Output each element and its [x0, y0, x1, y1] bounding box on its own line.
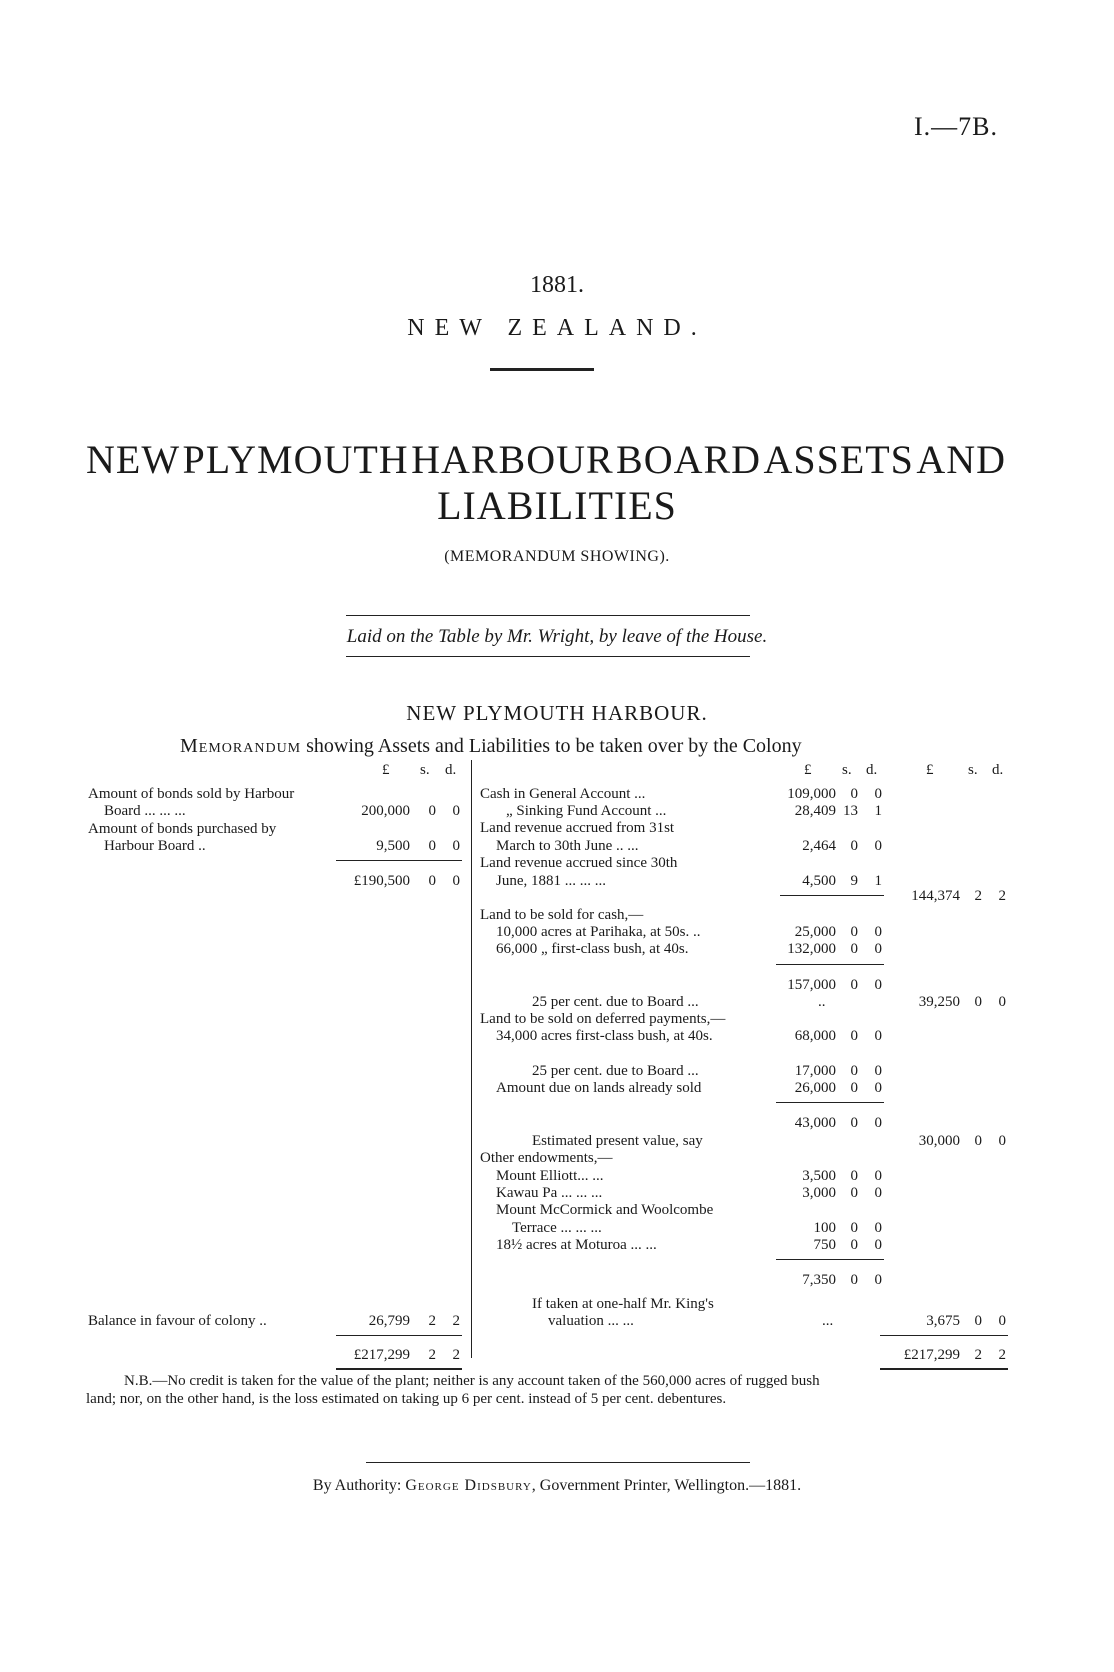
asset-label: 25 per cent. due to Board ... [532, 994, 699, 1010]
asset-heading: Other endowments,— [480, 1150, 613, 1166]
total-pence: 2 [452, 1347, 460, 1363]
leader-dots: .. [818, 994, 826, 1010]
asset-label: 18½ acres at Moturoa ... ... [496, 1237, 657, 1253]
amount-shillings: 0 [850, 1168, 858, 1184]
section-title: NEW PLYMOUTH HARBOUR. [406, 701, 708, 725]
asset-label: 66,000 „ first-class bush, at 40s. [496, 941, 689, 957]
amount-shillings: 0 [850, 924, 858, 940]
imprint-prefix: By Authority: [312, 1477, 406, 1494]
title-word: ASSETS [763, 437, 914, 482]
liability-label: Amount of bonds purchased by [88, 821, 277, 837]
amount-pounds: 26,000 [794, 1080, 836, 1096]
amount-shillings: 0 [850, 1028, 858, 1044]
amount-pence: 0 [874, 941, 882, 957]
year: 1881. [530, 272, 584, 298]
subtotal-shillings: 0 [850, 1115, 858, 1131]
asset-label: 25 per cent. due to Board ... [532, 1063, 699, 1079]
total-shillings: 2 [428, 1347, 436, 1363]
page-title [86, 436, 1006, 483]
asset-label: Mount Elliott... ... [496, 1168, 604, 1184]
asset-label: If taken at one-half Mr. King's [532, 1296, 714, 1312]
sum-rule [880, 1335, 1008, 1336]
amount-shillings: 0 [850, 1237, 858, 1253]
liability-label: Harbour Board .. [104, 838, 206, 854]
memorandum-word: Memorandum [180, 735, 302, 757]
balance-pounds: 26,799 [368, 1313, 410, 1329]
subtotal-pounds: 157,000 [787, 977, 836, 993]
imprint-suffix: , Government Printer, Wellington.—1881. [531, 1477, 802, 1494]
column-total-shillings: 0 [974, 994, 982, 1010]
double-rule [336, 1368, 462, 1370]
subtotal-pounds: 43,000 [794, 1115, 836, 1131]
amount-pounds: 109,000 [787, 786, 836, 802]
column-total-shillings: 2 [974, 888, 982, 904]
asset-label: Cash in General Account ... [480, 786, 646, 802]
sum-rule [776, 1102, 884, 1103]
liability-label: Amount of bonds sold by Harbour [88, 786, 295, 802]
asset-label: Kawau Pa ... ... ... [496, 1185, 603, 1201]
amount-pence: 0 [874, 924, 882, 940]
title-word: NEW [86, 437, 181, 482]
header-shillings: s. [420, 762, 430, 778]
amount-pounds: 200,000 [361, 803, 410, 819]
subtotal-shillings: 0 [850, 977, 858, 993]
amount-pence: 0 [874, 1028, 882, 1044]
amount-pence: 0 [874, 1220, 882, 1236]
balance-shillings: 2 [428, 1313, 436, 1329]
sum-rule [776, 964, 884, 965]
title-word: BOARD [616, 437, 762, 482]
header-pound: £ [926, 762, 934, 778]
column-total-pounds: 144,374 [911, 888, 960, 904]
column-total-pounds: 39,250 [918, 994, 960, 1010]
total-pounds: £217,299 [353, 1347, 410, 1363]
column-total-shillings: 0 [974, 1133, 982, 1149]
footnote-line: land; nor, on the other hand, is the loss estimated on taking up 6 per cent. instead of 5 per cent. debentures. [86, 1391, 727, 1407]
memorandum-heading [180, 735, 802, 758]
printer-imprint [0, 1477, 1114, 1495]
subtotal-shillings: 0 [850, 1272, 858, 1288]
asset-label: Mount McCormick and Woolcombe [496, 1202, 714, 1218]
page-reference: I.—7B. [914, 112, 998, 141]
column-total-pence: 0 [998, 1313, 1006, 1329]
total-shillings: 2 [974, 1347, 982, 1363]
amount-pounds: 3,000 [802, 1185, 836, 1201]
amount-pounds: 28,409 [794, 803, 836, 819]
total-pence: 2 [998, 1347, 1006, 1363]
amount-pence: 0 [874, 1237, 882, 1253]
asset-label: March to 30th June .. ... [496, 838, 639, 854]
asset-label: „ Sinking Fund Account ... [506, 803, 667, 819]
asset-label: Land revenue accrued since 30th [480, 855, 678, 871]
asset-label: Amount due on lands already sold [496, 1080, 702, 1096]
amount-shillings: 13 [843, 803, 858, 819]
amount-pounds: 25,000 [794, 924, 836, 940]
subtotal-pounds: £190,500 [353, 873, 410, 889]
sum-rule [336, 860, 462, 861]
amount-pounds: 17,000 [794, 1063, 836, 1079]
column-total-pence: 2 [998, 888, 1006, 904]
amount-shillings: 0 [850, 838, 858, 854]
header-shillings: s. [968, 762, 978, 778]
amount-pence: 0 [874, 1063, 882, 1079]
amount-pence: 1 [874, 873, 882, 889]
column-total-pounds: 30,000 [918, 1133, 960, 1149]
printer-name: George Didsbury [405, 1477, 532, 1494]
amount-pence: 0 [452, 838, 460, 854]
subtotal-pence: 0 [874, 1115, 882, 1131]
header-shillings: s. [842, 762, 852, 778]
amount-pence: 0 [874, 1168, 882, 1184]
column-divider [471, 760, 472, 1358]
amount-pence: 0 [874, 1080, 882, 1096]
sum-rule [780, 895, 884, 896]
amount-pounds: 9,500 [376, 838, 410, 854]
asset-label: Estimated present value, say [532, 1133, 703, 1149]
balance-pence: 2 [452, 1313, 460, 1329]
subtotal-pounds: 7,350 [802, 1272, 836, 1288]
amount-pence: 0 [874, 838, 882, 854]
double-rule [880, 1368, 1008, 1370]
asset-label: 10,000 acres at Parihaka, at 50s. .. [496, 924, 701, 940]
amount-shillings: 0 [850, 941, 858, 957]
divider [346, 656, 750, 657]
divider [346, 615, 750, 616]
laid-on-table-note: Laid on the Table by Mr. Wright, by leave of the House. [346, 626, 768, 647]
sum-rule [336, 1335, 462, 1336]
amount-shillings: 0 [850, 1063, 858, 1079]
amount-shillings: 0 [850, 1185, 858, 1201]
amount-shillings: 0 [850, 1220, 858, 1236]
title-word: AND [916, 437, 1006, 482]
asset-label: Land revenue accrued from 31st [480, 820, 675, 836]
column-total-pounds: 3,675 [926, 1313, 960, 1329]
asset-heading: Land to be sold on deferred payments,— [480, 1011, 726, 1027]
header-pound: £ [382, 762, 390, 778]
sum-rule [776, 1259, 884, 1260]
memorandum-text: showing Assets and Liabilities to be taken over by the Colony [301, 735, 802, 757]
divider [490, 368, 594, 371]
column-total-pence: 0 [998, 994, 1006, 1010]
divider [366, 1462, 750, 1463]
subtotal-shillings: 0 [428, 873, 436, 889]
amount-shillings: 0 [428, 838, 436, 854]
amount-pence: 0 [452, 803, 460, 819]
amount-pence: 1 [874, 803, 882, 819]
balance-label: Balance in favour of colony .. [88, 1313, 267, 1329]
amount-pounds: 750 [813, 1237, 836, 1253]
header-pound: £ [804, 762, 812, 778]
asset-label: Terrace ... ... ... [512, 1220, 602, 1236]
asset-label: June, 1881 ... ... ... [496, 873, 606, 889]
amount-shillings: 0 [850, 786, 858, 802]
column-total-pence: 0 [998, 1133, 1006, 1149]
amount-pounds: 100 [813, 1220, 836, 1236]
amount-shillings: 0 [850, 1080, 858, 1096]
footnote-line: N.B.—No credit is taken for the value of the plant; neither is any account taken of the 560,000 acres of rugged bush [124, 1373, 820, 1389]
footnote [86, 1372, 1006, 1408]
amount-pounds: 132,000 [787, 941, 836, 957]
amount-shillings: 9 [850, 873, 858, 889]
header-pence: d. [992, 762, 1004, 778]
leader-dots: ... [822, 1313, 834, 1329]
header-pence: d. [445, 762, 457, 778]
amount-pence: 0 [874, 786, 882, 802]
amount-pence: 0 [874, 1185, 882, 1201]
amount-pounds: 3,500 [802, 1168, 836, 1184]
amount-shillings: 0 [428, 803, 436, 819]
amount-pounds: 68,000 [794, 1028, 836, 1044]
title-word: PLYMOUTH [182, 437, 409, 482]
total-pounds: £217,299 [903, 1347, 960, 1363]
asset-label: 34,000 acres first-class bush, at 40s. [496, 1028, 713, 1044]
asset-label: valuation ... ... [548, 1313, 634, 1329]
asset-heading: Land to be sold for cash,— [480, 907, 644, 923]
subtotal-pence: 0 [874, 977, 882, 993]
amount-pounds: 4,500 [802, 873, 836, 889]
column-total-shillings: 0 [974, 1313, 982, 1329]
subtitle: (MEMORANDUM SHOWING). [444, 548, 670, 565]
amount-pounds: 2,464 [802, 838, 836, 854]
liability-label: Board ... ... ... [104, 803, 186, 819]
header-pence: d. [866, 762, 878, 778]
country: NEW ZEALAND. [407, 315, 707, 341]
title-word: HARBOUR [411, 437, 614, 482]
subtotal-pence: 0 [874, 1272, 882, 1288]
page-title-line2: LIABILITIES [437, 483, 677, 528]
subtotal-pence: 0 [452, 873, 460, 889]
